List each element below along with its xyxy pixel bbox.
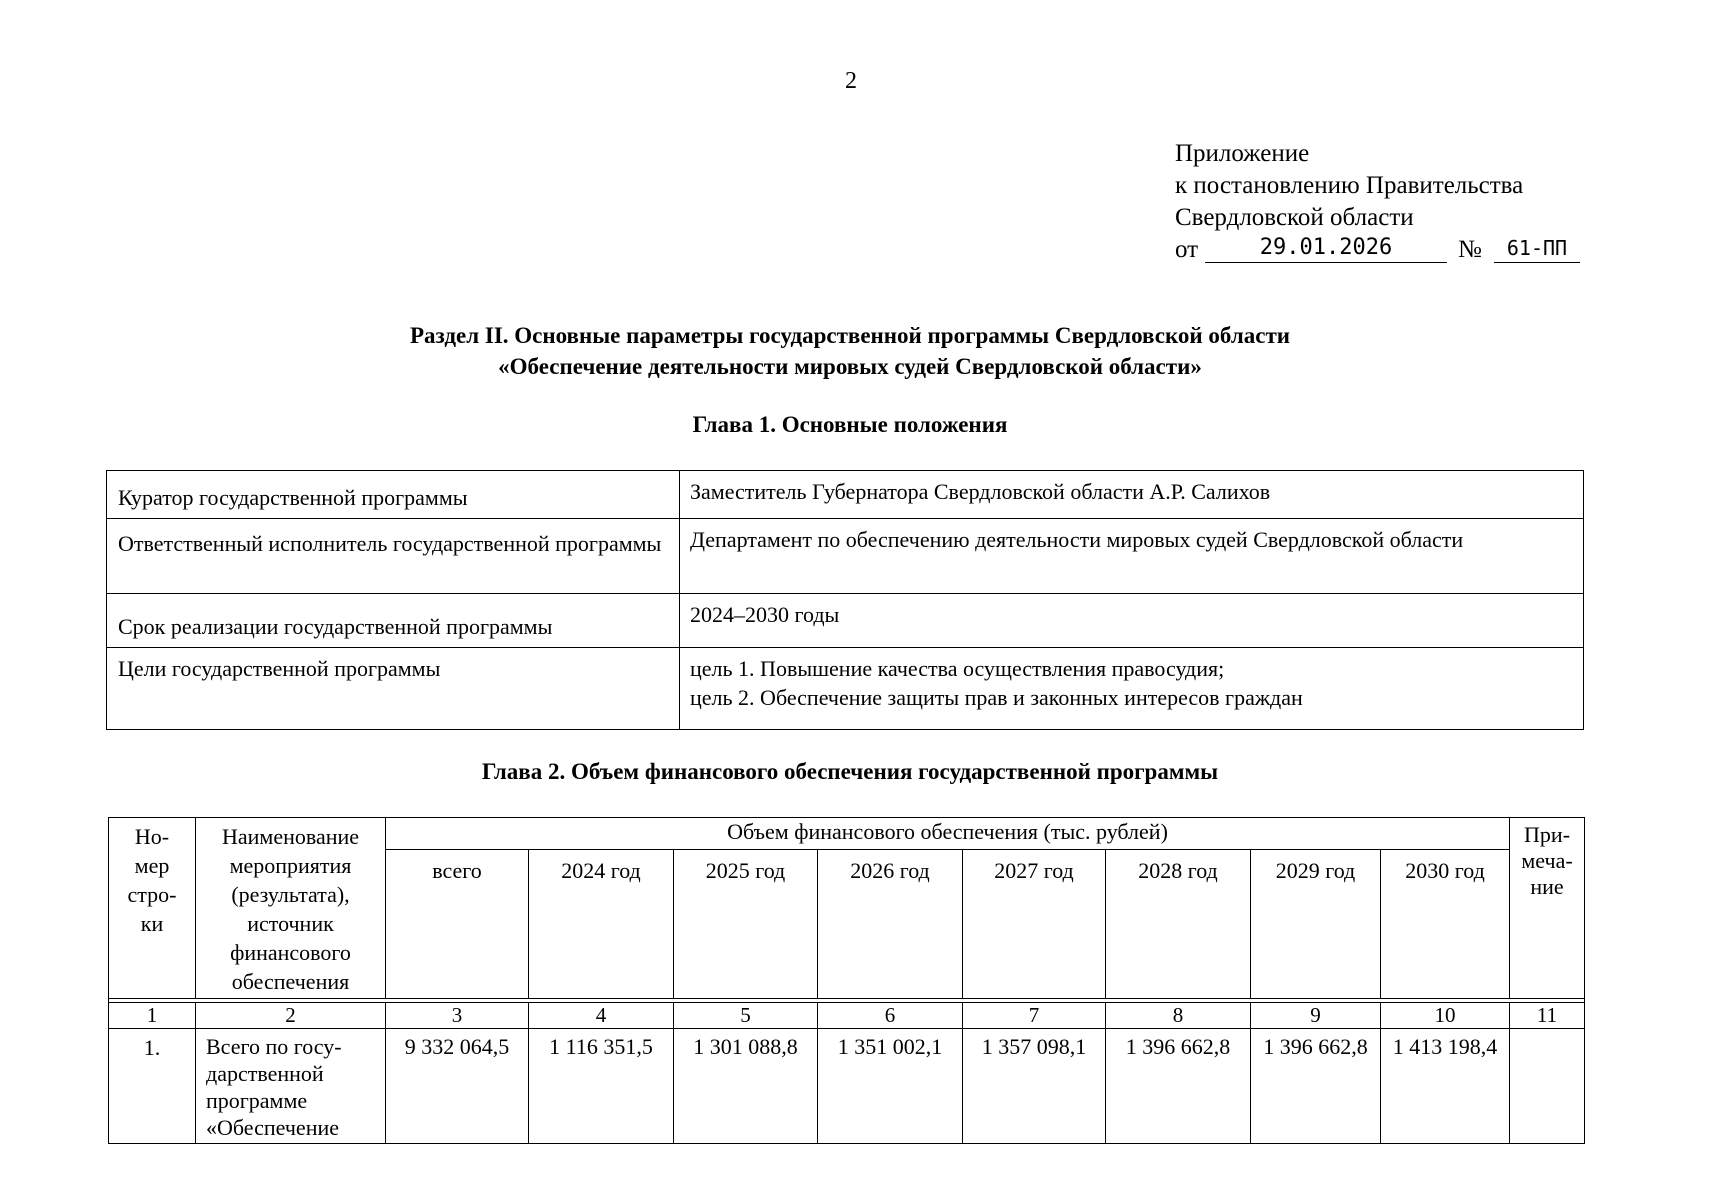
header-row-number: Но- мер стро- ки	[109, 818, 196, 999]
index-row	[109, 1003, 1585, 1029]
chapter1-title: Глава 1. Основные положения	[692, 412, 1008, 437]
section-title-line2: «Обеспечение деятельности мировых судей Свердловской области»	[498, 354, 1202, 379]
header-year: 2027 год	[963, 849, 1106, 998]
table-row	[107, 594, 1584, 648]
goal-1: цель 1. Повышение качества осуществления правосудия;	[690, 656, 1225, 681]
appendix-decree: к постановлению Правительства	[1175, 172, 1524, 199]
value-2028: 1 396 662,8	[1106, 1029, 1251, 1144]
index-cell: 9	[1251, 1003, 1381, 1029]
header-year: 2028 год	[1106, 849, 1251, 998]
header-note: При- меча- ние	[1510, 818, 1585, 999]
index-cell: 1	[109, 1003, 196, 1029]
main-provisions-table	[106, 470, 1584, 730]
decree-date: 29.01.2026	[1205, 232, 1447, 263]
value-total: 9 332 064,5	[386, 1029, 529, 1144]
row-note	[1510, 1029, 1585, 1144]
index-cell: 2	[196, 1003, 386, 1029]
page-number: 2	[845, 68, 857, 94]
header-year: 2026 год	[818, 849, 963, 998]
header-total: всего	[386, 849, 529, 998]
header-year: 2025 год	[674, 849, 818, 998]
row-key: Цели государственной программы	[107, 648, 680, 730]
goal-2: цель 2. Обеспечение защиты прав и законных интересов граждан	[690, 685, 1303, 710]
table-row	[107, 648, 1584, 730]
from-label: от	[1175, 236, 1199, 263]
appendix-date-row	[1175, 234, 1605, 266]
table-row	[107, 471, 1584, 519]
row-value: 2024–2030 годы	[680, 594, 1584, 648]
index-cell: 6	[818, 1003, 963, 1029]
row-number: 1.	[109, 1029, 196, 1144]
header-row-1	[109, 818, 1585, 850]
row-key: Срок реализации государственной программы	[107, 594, 680, 648]
appendix-title: Приложение	[1175, 140, 1310, 167]
table-row	[109, 1029, 1585, 1144]
header-volume: Объем финансового обеспечения (тыс. рублей)	[386, 818, 1510, 850]
section-title-line1: Раздел II. Основные параметры государственной программы Свердловской области	[410, 323, 1290, 348]
value-2027: 1 357 098,1	[963, 1029, 1106, 1144]
header-year: 2024 год	[529, 849, 674, 998]
row-value: Департамент по обеспечению деятельности мировых судей Свердловской области	[680, 519, 1584, 594]
table-row	[107, 519, 1584, 594]
value-2029: 1 396 662,8	[1251, 1029, 1381, 1144]
row-key: Куратор государственной программы	[107, 471, 680, 519]
header-year: 2030 год	[1381, 849, 1510, 998]
index-cell: 5	[674, 1003, 818, 1029]
row-name: Всего по госу- дарственной программе «Обеспечение	[196, 1029, 386, 1144]
appendix-block	[1175, 138, 1605, 266]
chapter2-title: Глава 2. Объем финансового обеспечения государственной программы	[481, 759, 1219, 784]
index-cell: 8	[1106, 1003, 1251, 1029]
value-2024: 1 116 351,5	[529, 1029, 674, 1144]
index-cell: 7	[963, 1003, 1106, 1029]
value-2030: 1 413 198,4	[1381, 1029, 1510, 1144]
financing-table	[108, 817, 1585, 1144]
header-event-name: Наименование мероприятия (результата), источник финансового обеспечения	[196, 818, 386, 999]
section-title	[0, 320, 1700, 382]
value-2025: 1 301 088,8	[674, 1029, 818, 1144]
row-value: Заместитель Губернатора Свердловской области А.Р. Салихов	[680, 471, 1584, 519]
index-cell: 3	[386, 1003, 529, 1029]
row-key: Ответственный исполнитель государственной программы	[107, 519, 680, 594]
row-value	[680, 648, 1584, 730]
index-cell: 4	[529, 1003, 674, 1029]
appendix-region: Свердловской области	[1175, 204, 1414, 231]
decree-number: 61-ПП	[1494, 232, 1580, 263]
value-2026: 1 351 002,1	[818, 1029, 963, 1144]
number-sign: №	[1458, 236, 1482, 263]
header-year: 2029 год	[1251, 849, 1381, 998]
index-cell: 11	[1510, 1003, 1585, 1029]
index-cell: 10	[1381, 1003, 1510, 1029]
